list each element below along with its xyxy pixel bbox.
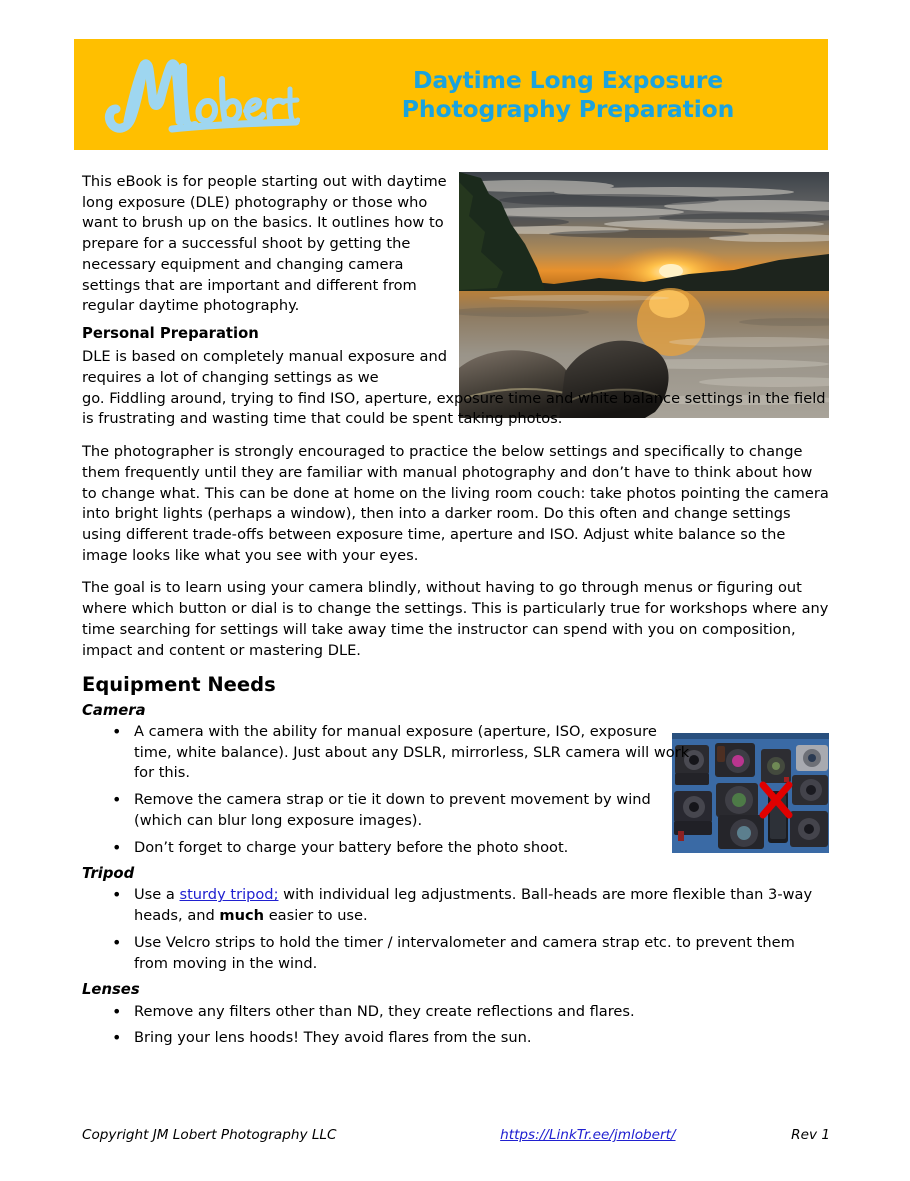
heading-personal-preparation: Personal Preparation <box>82 325 259 343</box>
practice-paragraph: The photographer is strongly encouraged to practice the below settings and specifically to change them frequently until they are familiar with manual photography and don’t have to think about how to change what. This can be done at home on the living room couch: take photos pointing the camera into bright lights (perhaps a window), then into a darker room. Do this often and change settings using different trade-offs between exposure time, aperture and ISO. Adjust white balance so the image looks like what you see with your eyes. <box>82 443 829 564</box>
footer-copyright: Copyright JM Lobert Photography LLC <box>82 1127 337 1143</box>
list-item: • Remove the camera strap or tie it down to prevent movement by wind (which can blur long exposure images). <box>134 790 694 831</box>
list-item: • Remove any filters other than ND, they create reflections and flares. <box>134 1002 830 1023</box>
tripod-bullet-list <box>82 885 830 974</box>
intro-paragraph: This eBook is for people starting out with daytime long exposure (DLE) photography or those who want to brush up on the basics. It outlines how to prepare for a successful shoot by getting the necessary equipment and changing camera settings that are important and different from regular daytime photography. <box>82 173 447 315</box>
personal-prep-paragraph-part1: DLE is based on completely manual exposure and requires a lot of changing settings as we <box>82 348 447 386</box>
footer-revision: Rev 1 <box>791 1127 830 1143</box>
tripod-bullet-mid: with individual leg adjustments. Ball-heads are more flexible than 3-way heads, and <box>134 886 813 925</box>
personal-prep-paragraph-part2: go. Fiddling around, trying to find ISO, aperture, exposure time and white balance settings in the field is frustrating and wasting time that could be spent taking photos. <box>82 389 826 428</box>
lenses-bullet-list <box>82 1002 830 1049</box>
tripod-bullet-emphasis: much <box>219 907 265 925</box>
header-banner <box>74 39 828 150</box>
subheading-lenses: Lenses <box>82 981 140 999</box>
sturdy-tripod-link[interactable]: sturdy tripod; <box>179 886 279 904</box>
subheading-camera: Camera <box>82 701 146 719</box>
list-item: • Don’t forget to charge your battery before the photo shoot. <box>134 838 694 859</box>
jm-lobert-logo-icon <box>100 49 300 141</box>
list-item: • Bring your lens hoods! They avoid flares from the sun. <box>134 1028 830 1049</box>
goal-paragraph: The goal is to learn using your camera blindly, without having to go through menus or figuring out where which button or dial is to change the settings. This is particularly true for workshops where any time searching for settings will take away time the instructor can spend with you on composition, impact and content or mastering DLE. <box>82 579 829 659</box>
subheading-tripod: Tripod <box>82 865 135 883</box>
list-item: • A camera with the ability for manual exposure (aperture, ISO, exposure time, white balance). Just about any DSLR, mirrorless, SLR camera will work for this. <box>134 722 694 784</box>
list-item <box>134 885 830 926</box>
tripod-bullet-post: easier to use. <box>264 907 368 925</box>
jm-lobert-logo <box>74 39 326 150</box>
camera-bullet-list <box>82 722 830 858</box>
heading-equipment-needs: Equipment Needs <box>82 673 276 697</box>
footer-linktree-link[interactable]: https://LinkTr.ee/jmlobert/ <box>500 1127 676 1143</box>
footer-link-wrap <box>500 1127 675 1143</box>
list-item: • Use Velcro strips to hold the timer / intervalometer and camera strap etc. to prevent them from moving in the wind. <box>134 933 830 974</box>
page-footer <box>82 1127 830 1143</box>
document-body <box>82 172 830 1055</box>
page-title: Daytime Long Exposure Photography Preparation <box>401 65 735 123</box>
tripod-bullet-pre: Use a <box>134 886 180 904</box>
